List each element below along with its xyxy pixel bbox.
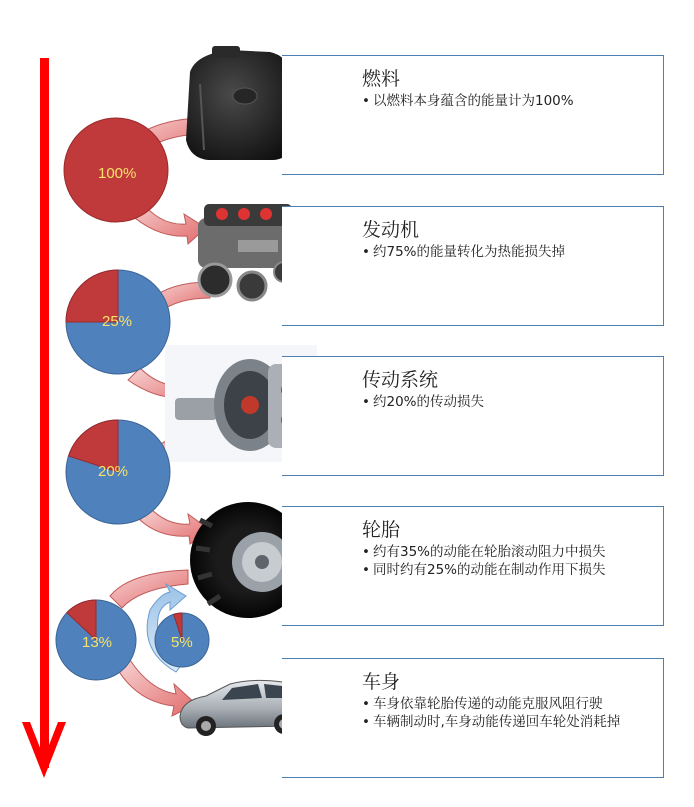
stage-title: 轮胎: [362, 519, 401, 541]
stage-bullets: [362, 695, 658, 731]
stage-bullet: • 车辆制动时,车身动能传递回车轮处消耗掉: [362, 713, 658, 731]
stage-card-body: [282, 658, 664, 778]
stage-title: 发动机: [362, 219, 420, 241]
stage-card-tire: [282, 506, 664, 626]
stage-card-engine: [282, 206, 664, 326]
pie-label-engine: 25%: [102, 313, 133, 330]
pie-label-tire: 13%: [82, 634, 113, 651]
stage-bullet: • 同时约有25%的动能在制动作用下损失: [362, 561, 658, 579]
fuel-tank-icon: [186, 46, 290, 160]
stage-bullet: • 以燃料本身蕴含的能量计为100%: [362, 92, 658, 110]
stage-bullet: • 约75%的能量转化为热能损失掉: [362, 243, 658, 261]
stage-title: 传动系统: [362, 369, 439, 391]
stage-title: 车身: [362, 671, 401, 693]
stage-bullets: [362, 393, 658, 411]
stage-bullets: [362, 92, 658, 110]
stage-title: 燃料: [362, 68, 401, 90]
stage-bullet: • 约20%的传动损失: [362, 393, 658, 411]
stage-card-fuel: [282, 55, 664, 175]
stage-bullet: • 车身依靠轮胎传递的动能克服风阻行驶: [362, 695, 658, 713]
pie-label-fuel: 100%: [98, 165, 137, 182]
flow-direction-arrow: [22, 58, 66, 778]
stage-bullet: • 约有35%的动能在轮胎滚动阻力中损失: [362, 543, 658, 561]
stage-bullets: [362, 243, 658, 261]
stage-bullets: [362, 543, 658, 579]
pie-label-transmission: 20%: [98, 463, 129, 480]
stage-card-transmission: [282, 356, 664, 476]
pie-label-body: 5%: [171, 634, 193, 651]
